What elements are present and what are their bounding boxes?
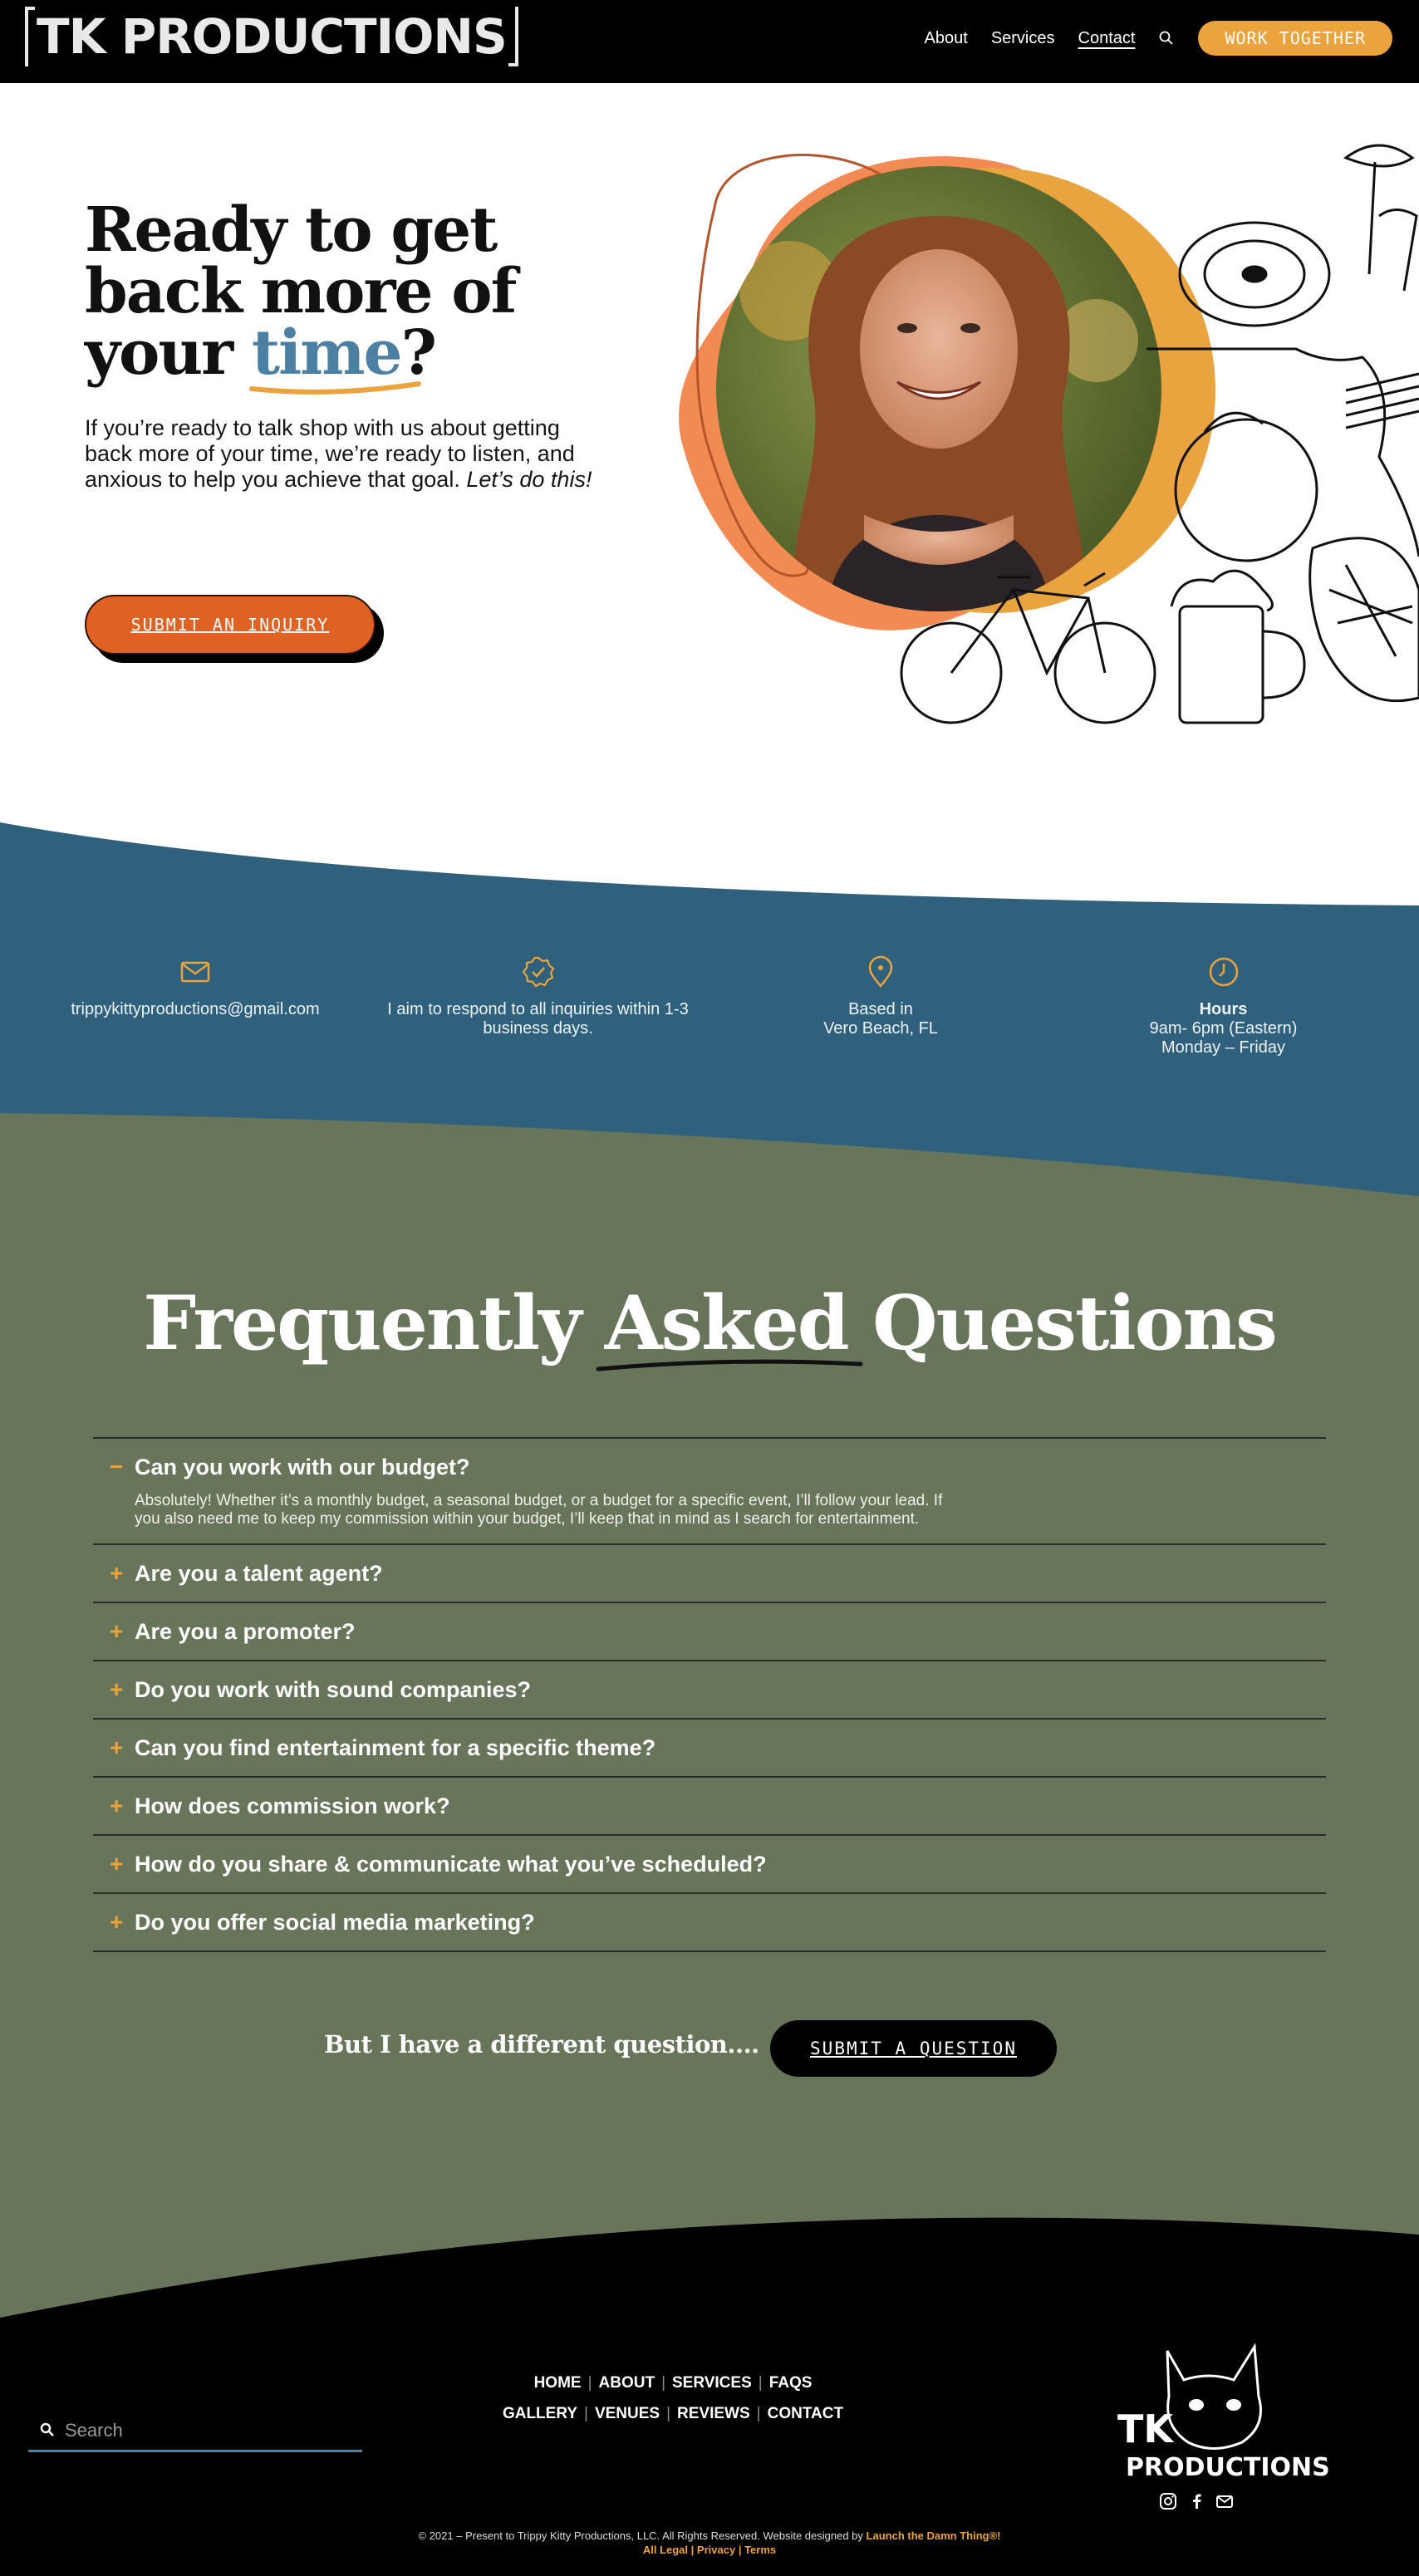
work-together-button[interactable]: WORK TOGETHER bbox=[1198, 21, 1392, 56]
badge-check-icon bbox=[522, 955, 555, 989]
faq-question-social-media[interactable] bbox=[93, 1894, 1326, 1950]
footer-nav-reviews[interactable]: REVIEWS bbox=[677, 2405, 750, 2422]
response-time-text: I aim to respond to all inquiries within 1-3 business days. bbox=[387, 1000, 689, 1038]
faq-question-text: Can you find entertainment for a specific theme? bbox=[135, 1735, 656, 1760]
location-block bbox=[748, 955, 1014, 1038]
contact-email-block bbox=[33, 955, 357, 1019]
copyright bbox=[0, 2529, 1419, 2557]
footer-nav-row2 bbox=[465, 2405, 881, 2423]
instagram-icon[interactable] bbox=[1159, 2492, 1177, 2510]
social-links bbox=[1159, 2492, 1234, 2510]
plus-icon: + bbox=[110, 1735, 124, 1760]
main-nav bbox=[925, 18, 1392, 58]
hero-illustration bbox=[665, 125, 1419, 739]
faq-question-text: How does commission work? bbox=[135, 1793, 450, 1818]
hero-paragraph bbox=[85, 415, 600, 493]
faq-question-sound-companies[interactable] bbox=[93, 1661, 1326, 1718]
faq-question-talent-agent[interactable] bbox=[93, 1545, 1326, 1602]
faq-item bbox=[93, 1776, 1326, 1834]
legal-link[interactable]: All Legal bbox=[642, 2544, 689, 2556]
footer-search bbox=[28, 2409, 362, 2452]
faq-question-promoter[interactable] bbox=[93, 1603, 1326, 1660]
plus-icon: + bbox=[110, 1909, 124, 1935]
footer-logo[interactable] bbox=[1109, 2334, 1330, 2484]
nav-separator: | bbox=[756, 2405, 761, 2422]
nav-separator: | bbox=[666, 2405, 671, 2422]
faq-item-open bbox=[93, 1437, 1326, 1543]
beer-mug-doodle bbox=[1171, 571, 1304, 723]
cat-head-illustration bbox=[1167, 2347, 1261, 2449]
different-question-heading: But I have a different question.... bbox=[324, 2030, 759, 2058]
faq-question-share-schedule[interactable] bbox=[93, 1836, 1326, 1892]
citrus-slice-doodle bbox=[1310, 538, 1419, 701]
map-pin-icon bbox=[864, 955, 897, 989]
faq-question-commission[interactable] bbox=[93, 1778, 1326, 1834]
faq-title bbox=[0, 1279, 1419, 1367]
submit-question-button[interactable]: SUBMIT A QUESTION bbox=[770, 2020, 1057, 2077]
hero-paragraph-emphasis: Let’s do this! bbox=[466, 467, 592, 492]
nav-separator: | bbox=[584, 2405, 588, 2422]
faq-question-specific-theme[interactable] bbox=[93, 1720, 1326, 1776]
hours-line1: 9am- 6pm (Eastern) bbox=[1149, 1019, 1298, 1038]
facebook-icon[interactable] bbox=[1187, 2492, 1205, 2510]
faq-question-text: Can you work with our budget? bbox=[135, 1454, 470, 1479]
footer-nav-row1 bbox=[465, 2374, 881, 2392]
nav-about[interactable]: About bbox=[924, 28, 968, 47]
faq-question-text: How do you share & communicate what you’ve scheduled? bbox=[135, 1851, 767, 1877]
footer-nav-services[interactable]: SERVICES bbox=[672, 2374, 752, 2392]
search-icon[interactable] bbox=[1158, 30, 1175, 47]
legal-separator: | bbox=[690, 2544, 695, 2556]
privacy-link[interactable]: Privacy bbox=[696, 2544, 736, 2556]
faq-item bbox=[93, 1718, 1326, 1776]
footer-nav-faqs[interactable]: FAQS bbox=[768, 2374, 813, 2392]
nav-separator: | bbox=[758, 2374, 763, 2392]
contact-email-link[interactable]: trippykittyproductions@gmail.com bbox=[71, 1000, 320, 1018]
faq-item bbox=[93, 1892, 1326, 1952]
faq-item bbox=[93, 1543, 1326, 1602]
hero-paragraph-text: If you’re ready to talk shop with us about getting back more of your time, we’re ready to listen, and anxious to help you achieve that goal. bbox=[85, 415, 575, 492]
footer-nav-about[interactable]: ABOUT bbox=[598, 2374, 655, 2392]
hero-title bbox=[85, 194, 616, 389]
underline-swoosh bbox=[248, 379, 423, 397]
terms-link[interactable]: Terms bbox=[744, 2544, 777, 2556]
footer-nav-venues[interactable]: VENUES bbox=[594, 2405, 660, 2422]
faq-question-text: Do you work with sound companies? bbox=[135, 1676, 532, 1702]
faq-title-word2: Asked bbox=[604, 1279, 848, 1367]
footer-logo-productions: PRODUCTIONS bbox=[1126, 2453, 1330, 2482]
footer-nav-contact[interactable]: CONTACT bbox=[767, 2405, 844, 2422]
hours-line2: Monday – Friday bbox=[1161, 1038, 1285, 1057]
plus-icon: + bbox=[110, 1793, 124, 1818]
faq-answer-budget: Absolutely! Whether it’s a monthly budget, a seasonal budget, or a budget for a specific event, I’ll follow your lead. If you also need me to keep my commission within your budget, I’ll keep that in mind as I search for entertainment. bbox=[135, 1492, 943, 1528]
site-header bbox=[0, 0, 1419, 83]
hero-title-line1: Ready to get bbox=[85, 194, 497, 266]
hero-title-line2: back more of bbox=[85, 256, 516, 327]
plus-icon: + bbox=[110, 1676, 124, 1702]
copyright-text: © 2021 – Present to Trippy Kitty Productions, LLC. All Rights Reserved. Website designed by bbox=[418, 2529, 863, 2542]
location-line2: Vero Beach, FL bbox=[823, 1019, 938, 1038]
hero-title-highlight-text: time bbox=[251, 317, 401, 389]
faq-title-word1: Frequently bbox=[143, 1279, 581, 1367]
hero-title-highlight bbox=[252, 317, 401, 389]
submit-inquiry-button[interactable]: SUBMIT AN INQUIRY bbox=[85, 595, 376, 655]
footer-nav-home[interactable]: HOME bbox=[533, 2374, 582, 2392]
faq-question-budget[interactable] bbox=[93, 1439, 1326, 1495]
plus-icon: + bbox=[110, 1851, 124, 1877]
nav-services[interactable]: Services bbox=[990, 28, 1055, 47]
nav-separator: | bbox=[661, 2374, 665, 2392]
faq-question-text: Do you offer social media marketing? bbox=[135, 1909, 535, 1935]
plus-icon: + bbox=[110, 1618, 124, 1644]
mail-icon[interactable] bbox=[1215, 2492, 1234, 2510]
faq-question-text: Are you a promoter? bbox=[135, 1618, 356, 1644]
nav-separator: | bbox=[587, 2374, 592, 2392]
faq-item bbox=[93, 1660, 1326, 1718]
search-icon bbox=[40, 2422, 55, 2437]
footer-nav-gallery[interactable]: GALLERY bbox=[502, 2405, 578, 2422]
nav-contact[interactable]: Contact bbox=[1078, 28, 1136, 47]
response-time-block bbox=[374, 955, 702, 1038]
title-underline-swoosh bbox=[597, 1357, 862, 1374]
hero-title-end: ? bbox=[400, 317, 435, 389]
designer-link[interactable]: Launch the Damn Thing®! bbox=[866, 2529, 1001, 2542]
hours-block bbox=[1097, 955, 1350, 1057]
faq-title-word3: Questions bbox=[872, 1279, 1276, 1367]
footer-search-input[interactable] bbox=[65, 2416, 347, 2446]
hours-title: Hours bbox=[1199, 1000, 1248, 1018]
minus-icon: − bbox=[110, 1454, 124, 1479]
hero-title-word: your bbox=[85, 317, 233, 389]
location-line1: Based in bbox=[848, 1000, 913, 1018]
legal-separator: | bbox=[738, 2544, 742, 2556]
faq-accordion bbox=[93, 1437, 1326, 1952]
envelope-icon bbox=[179, 955, 212, 989]
orange-fruit-doodle bbox=[1176, 420, 1317, 561]
faq-question-text: Are you a talent agent? bbox=[135, 1560, 383, 1586]
faq-item bbox=[93, 1602, 1326, 1660]
footer-logo-tk: TK bbox=[1117, 2407, 1174, 2451]
plus-icon: + bbox=[110, 1560, 124, 1586]
faq-item bbox=[93, 1834, 1326, 1892]
site-logo[interactable]: TK PRODUCTIONS bbox=[25, 7, 518, 66]
faq-title-word2-wrap bbox=[605, 1279, 848, 1367]
clock-icon bbox=[1207, 955, 1240, 989]
